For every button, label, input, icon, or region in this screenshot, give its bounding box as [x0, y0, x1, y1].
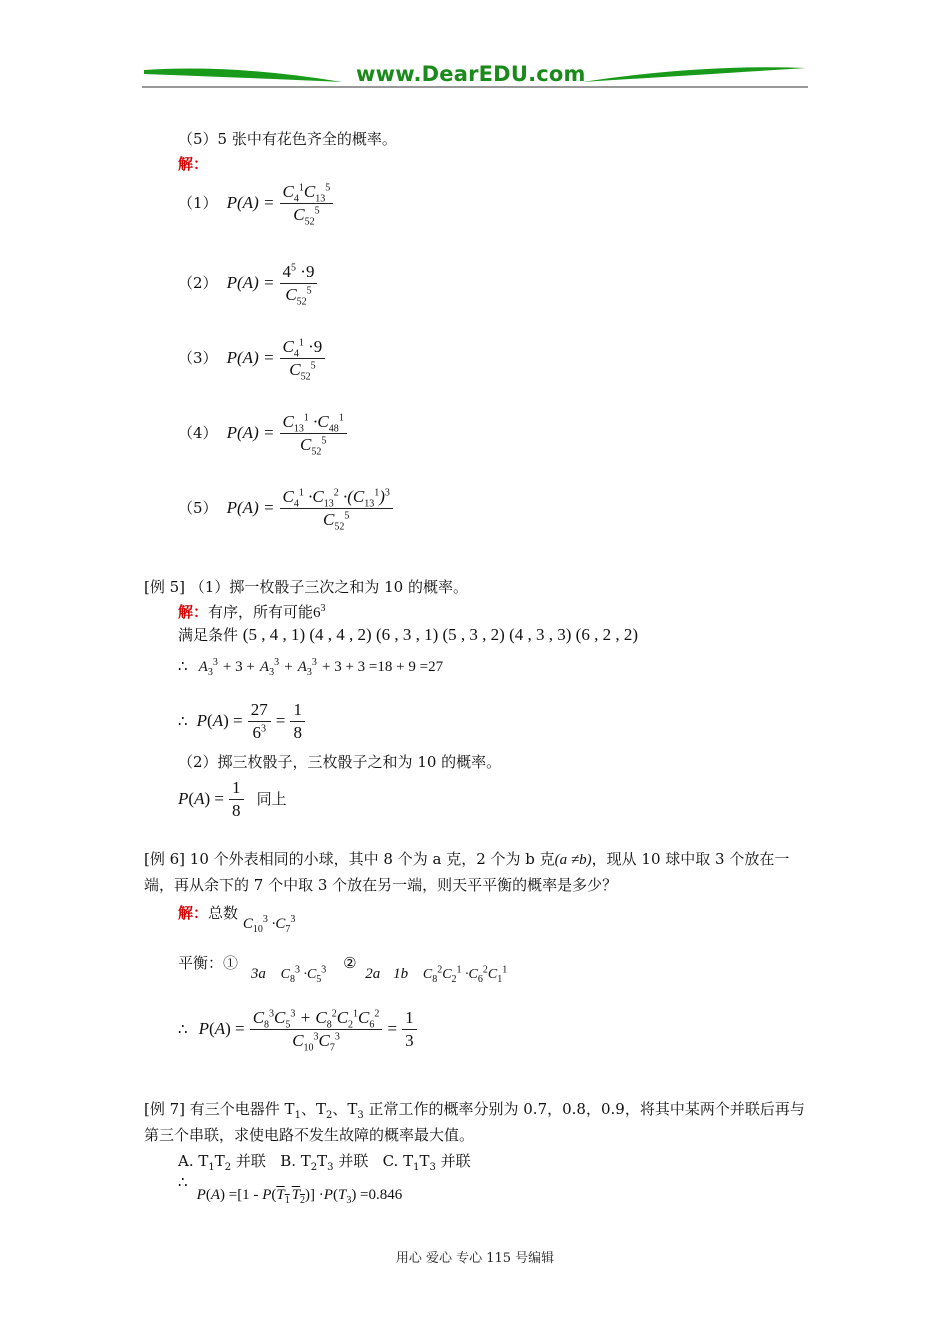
- solution-4-label: （4）: [178, 424, 218, 442]
- example-6-line1: [144, 848, 789, 869]
- solution-3-lhs: P(A) =: [226, 348, 275, 367]
- solution-1: [178, 182, 333, 228]
- example-5-title: [例 5] （1）掷一枚骰子三次之和为 10 的概率。: [144, 578, 468, 596]
- balance-label: 平衡：: [178, 954, 224, 972]
- example-6-text-a: [例 6] 10 个外表相同的小球，其中 8 个为 a 克，2 个为 b 克: [144, 850, 555, 868]
- conditions-prefix: 满足条件: [178, 626, 239, 644]
- example-7-line1: [例 7] 有三个电器件 $T_1$、$T_2$、$T_3$ 正常工作的概率分别为 0.7，0.8，0.9，将其中某两个并联后再与: [144, 1100, 805, 1121]
- solution-2-label: （2）: [178, 274, 218, 292]
- solution-4-fraction: $\frac{C_{13}^1 \cdot C_{48}^1}{C_{52}^5}$: [280, 412, 347, 455]
- example-6-balance: 平衡：① 3a $C_8^3 \cdot C_5^3$ ② 2a 1b $C_8^2C_2^1 \cdot C_6^2C_1^1$: [178, 954, 508, 985]
- solution-3-fraction: $\frac{C_4^1 \cdot 9}{C_{52}^5}$: [280, 337, 326, 380]
- solution-2-lhs: P(A) =: [226, 273, 275, 292]
- case-1-marker: ①: [223, 954, 239, 972]
- solution-4-lhs: P(A) =: [226, 423, 275, 442]
- question-5: （5）5 张中有花色齐全的概率。: [178, 130, 397, 148]
- solution-2: [178, 262, 317, 308]
- solution-1-label: （1）: [178, 194, 218, 212]
- example-6-line2: 端，再从余下的 7 个中取 3 个放在另一端，则天平平衡的概率是多少？: [144, 876, 618, 894]
- example-5-part2: （2）掷三枚骰子，三枚骰子之和为 10 的概率。: [178, 753, 502, 771]
- example-7-text-a: [例 7] 有三个电器件 T: [144, 1100, 295, 1118]
- example-7-options: A. $T_1T_2$ 并联 B. $T_2T_3$ 并联 C. $T_1T_3$ 并联: [178, 1152, 471, 1173]
- example-7-line2: 第三个串联，求使电路不发生故障的概率最大值。: [144, 1126, 475, 1144]
- solution-3-label: （3）: [178, 349, 218, 367]
- solution-5-lhs: P(A) =: [226, 498, 275, 517]
- example-6-probability: ∴ P(A) = $\frac{C_8^3C_5^3 + C_8^2C_2^1C_6^2}{C_{10}^3C_7^3}$ = $\frac{1}{3}$: [178, 1008, 417, 1051]
- example-7-result: 0.846: [368, 1187, 403, 1203]
- example-5-solution: 解：有序，所有可能$6^3$: [178, 603, 326, 621]
- solution-3: [178, 337, 325, 383]
- example-5-part2-answer: P(A) = $\frac{1}{8}$ 同上: [178, 778, 287, 820]
- case-2-marker: ②: [343, 954, 357, 972]
- solution-label: 解：: [178, 155, 209, 173]
- therefore-symbol: ∴: [178, 657, 188, 675]
- example-5-sum: ∴ $A_3^3 + 3 + A_3^3 + A_3^3 + 3 + 3 =18 + 9 =27$: [178, 657, 444, 678]
- solution-2-fraction: $\frac{4^5 \cdot 9}{C_{52}^5}$: [280, 262, 318, 305]
- example-5-sol-label: 解：: [178, 603, 209, 621]
- example-6-condition: (a ≠b): [554, 852, 592, 868]
- example-5-sol-text: 有序，所有可能: [208, 603, 314, 621]
- example-5-probability: ∴ P(A) = $\frac{27}{6^3}$ = $\frac{1}{8}$: [178, 700, 305, 743]
- solution-4: [178, 412, 347, 458]
- solution-1-fraction: $\frac{C_4^1C_{13}^5}{C_{52}^5}$: [280, 182, 334, 225]
- same-as-above: 同上: [256, 790, 287, 808]
- site-logo-text: www.DearEDU.com: [356, 62, 586, 86]
- total-label: 总数: [208, 904, 239, 922]
- example-6-total: 解：总数 $C_{10}^3 \cdot C_7^3$: [178, 904, 296, 935]
- solution-1-lhs: P(A) =: [226, 193, 275, 212]
- solution-5-label: （5）: [178, 499, 218, 517]
- example-7-answer: ∴ $P(A) =[1 - P(T_1$ $T_2)] \cdot P(T_3) =0.846$: [178, 1173, 403, 1206]
- example-6-text-b: ，现从 10 球中取 3 个放在一: [591, 850, 790, 868]
- example-5-conditions: [178, 624, 638, 645]
- sum-result: + 3 + 3 =18 + 9 =27: [322, 659, 444, 675]
- solution-5: [178, 487, 393, 533]
- solution-5-fraction: $\frac{C_4^1 \cdot C_{13}^2 \cdot(C_{13}^1)^3}{C_{52}^5}$: [280, 487, 393, 530]
- example-6-sol-label: 解：: [178, 904, 209, 922]
- page-header: [142, 60, 808, 94]
- page-footer: 用心 爱心 专心 115 号编辑: [395, 1251, 555, 1266]
- conditions-list: (5 , 4 , 1) (4 , 4 , 2) (6 , 3 , 1) (5 , 3 , 2) (4 , 3 , 3) (6 , 2 , 2): [242, 625, 638, 644]
